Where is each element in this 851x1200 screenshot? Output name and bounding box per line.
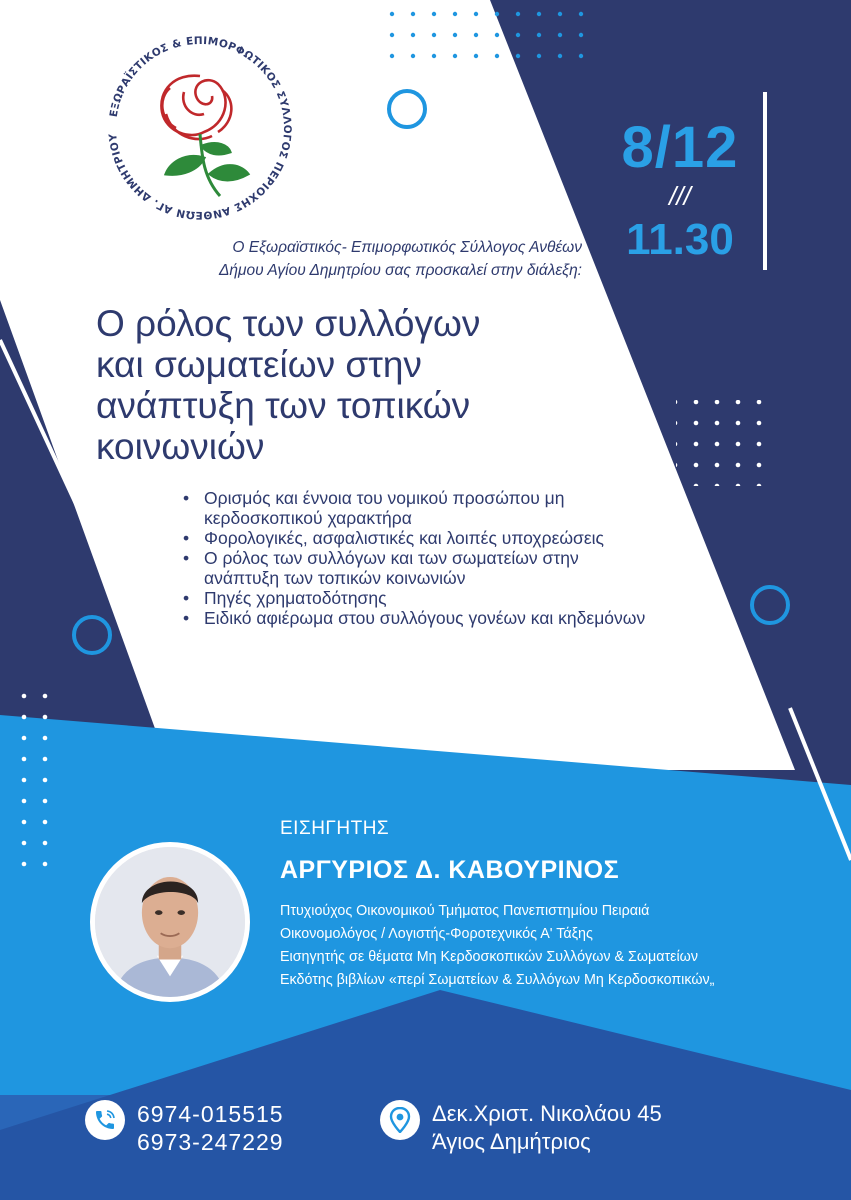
contact-phones [85, 1100, 284, 1156]
title-line-2: και σωματείων στην [96, 344, 422, 385]
association-logo [100, 28, 300, 228]
speaker-photo [90, 842, 250, 1002]
intro-line-2: Δήμου Αγίου Δημητρίου σας προσκαλεί στην διάλεξη: [219, 262, 582, 279]
credential-line: Εισηγητής σε θέματα Μη Κερδοσκοπικών Συλλόγων & Σωματείων [280, 949, 698, 965]
logo-ring-text: ΕΞΩΡΑΪΣΤΙΚΟΣ & ΕΠΙΜΟΡΦΩΤΙΚΟΣ ΣΥΛΛΟΓΟΣ ΠΕΡΙΟΧΗΣ ΑΝΘΕΩΝ ΑΓ. ΔΗΜΗΤΡΙΟΥ [107, 34, 294, 222]
topics-list [183, 488, 653, 628]
topic-item: • Φορολογικές, ασφαλιστικές και λοιπές υποχρεώσεις [183, 528, 653, 548]
date-separator: /// [669, 181, 691, 211]
title-line-4: κοινωνιών [96, 426, 265, 467]
speaker-credentials [280, 900, 840, 992]
lecture-title [96, 303, 616, 467]
speaker-name: ΑΡΓΥΡΙΟΣ Δ. ΚΑΒΟΥΡΙΝΟΣ [280, 856, 620, 884]
phone-number[interactable]: 6974-015515 [137, 1101, 284, 1127]
title-line-1: Ο ρόλος των συλλόγων [96, 303, 481, 344]
topic-item: • Ειδικό αφιέρωμα στου συλλόγους γονέων και κηδεμόνων [183, 608, 653, 628]
intro-line-1: Ο Εξωραϊστικός- Επιμορφωτικός Σύλλογος Ανθέων [232, 239, 582, 256]
credential-line: Οικονομολόγος / Λογιστής-Φοροτεχνικός Α' Τάξης [280, 926, 593, 942]
phone-number[interactable]: 6973-247229 [137, 1129, 284, 1155]
address-street: Δεκ.Χριστ. Νικολάου 45 [432, 1101, 662, 1126]
topic-item: • Πηγές χρηματοδότησης [183, 588, 653, 608]
title-line-3: ανάπτυξη των τοπικών [96, 385, 471, 426]
topic-item: • Ορισμός και έννοια του νομικού προσώπου μη κερδοσκοπικού χαρακτήρα [183, 488, 653, 528]
address-area: Άγιος Δημήτριος [432, 1129, 591, 1154]
event-date: 8/12 [621, 115, 739, 180]
credential-line: Πτυχιούχος Οικονομικού Τμήματος Πανεπιστημίου Πειραιά [280, 903, 650, 919]
invitation-intro [82, 236, 582, 282]
location-pin-icon [380, 1100, 420, 1140]
phone-icon [85, 1100, 125, 1140]
topic-item: • Ο ρόλος των συλλόγων και των σωματείων στην ανάπτυξη των τοπικών κοινωνιών [183, 548, 653, 588]
speaker-label: ΕΙΣΗΓΗΤΗΣ [280, 818, 390, 839]
contact-address [380, 1100, 662, 1156]
event-date-block [600, 115, 760, 269]
credential-line: Εκδότης βιβλίων «περί Σωματείων & Συλλόγων Μη Κερδοσκοπικών„ [280, 972, 715, 988]
svg-text:ΕΞΩΡΑΪΣΤΙΚΟΣ & ΕΠΙΜΟΡΦΩΤΙΚΟΣ Σ [107, 35, 293, 221]
event-time: 11.30 [626, 215, 734, 264]
